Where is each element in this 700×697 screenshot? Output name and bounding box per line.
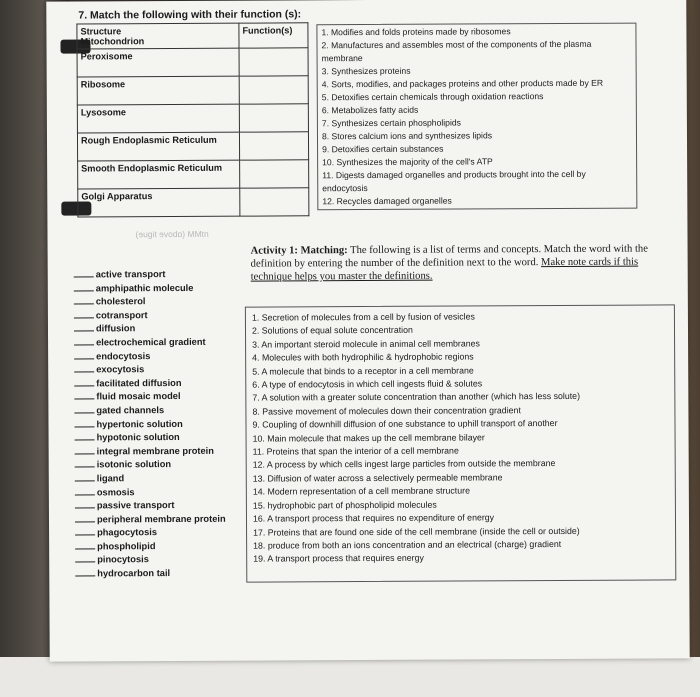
definition-item: 7. A solution with a greater solute concentration than another (which has less solute) — [252, 391, 581, 404]
function-answer-cell[interactable] — [239, 104, 308, 132]
structure-cell: Smooth Endoplasmic Reticulum — [78, 160, 240, 189]
term-row: osmosis — [75, 484, 255, 499]
function-item: 5. Detoxifies certain chemicals through oxidation reactions — [321, 91, 544, 103]
function-item: 10. Synthesizes the majority of the cell's ATP — [322, 156, 493, 168]
term-row: exocytosis — [74, 362, 254, 377]
activity-tip: Make note cards if this technique helps you master the definitions. — [250, 256, 639, 283]
answer-blank[interactable] — [74, 322, 94, 332]
definition-item: 5. A molecule that binds to a receptor in a cell membrane — [252, 365, 474, 377]
answer-blank[interactable] — [75, 431, 95, 441]
term-list — [74, 267, 256, 581]
function-answer-cell[interactable] — [239, 132, 308, 160]
term-row: phospholipid — [75, 538, 255, 553]
term-row: hypotonic solution — [75, 430, 255, 445]
bleed-through-text: (ɘugit ɘvodɒ) MMtn — [135, 228, 209, 240]
function-answer-cell[interactable] — [239, 76, 308, 104]
function-header: Function(s) — [239, 23, 308, 48]
definition-item: 1. Secretion of molecules from a cell by fusion of vesicles — [251, 311, 475, 323]
term-row: passive transport — [75, 498, 255, 513]
answer-blank[interactable] — [74, 267, 94, 277]
function-list — [316, 23, 637, 211]
definition-item: 9. Coupling of downhill diffusion of one substance to uphill transport of another — [252, 418, 558, 430]
function-item: 1. Modifies and folds proteins made by ribosomes — [321, 26, 511, 38]
structure-cell: Peroxisome — [77, 48, 239, 77]
definition-item: 2. Solutions of equal solute concentration — [251, 325, 413, 337]
answer-blank[interactable] — [75, 512, 95, 522]
activity-instructions-text: The following is a list of terms and concepts. Match the word with the definition by entering the number of the definition next to the word. — [250, 243, 648, 270]
term-row: cotransport — [74, 307, 254, 322]
structure-cell: Lysosome — [77, 104, 239, 133]
question-title: 7. Match the following with their function (s): — [78, 8, 302, 22]
term-row: endocytosis — [74, 348, 254, 363]
structure-cell: Rough Endoplasmic Reticulum — [77, 132, 239, 161]
function-item: 3. Synthesizes proteins — [321, 65, 411, 77]
answer-blank[interactable] — [75, 499, 95, 509]
answer-blank[interactable] — [74, 363, 94, 373]
term-row: hydrocarbon tail — [75, 566, 255, 581]
definition-item: 10. Main molecule that makes up the cell membrane bilayer — [252, 432, 485, 444]
function-item: 6. Metabolizes fatty acids — [321, 104, 419, 116]
function-answer-cell[interactable] — [240, 160, 309, 188]
term-row: electrochemical gradient — [74, 335, 254, 350]
organelle-table — [76, 22, 309, 217]
definition-item: 15. hydrophobic part of phospholipid molecules — [252, 499, 437, 511]
function-answer-cell[interactable] — [240, 188, 309, 216]
function-answer-cell[interactable] — [239, 48, 308, 76]
definition-item: 4. Molecules with both hydrophilic & hydrophobic regions — [252, 351, 474, 363]
activity-heading: Activity 1: Matching: — [250, 245, 348, 257]
answer-blank[interactable] — [75, 458, 95, 468]
term-row: peripheral membrane protein — [75, 511, 255, 526]
definition-item: 19. A transport process that requires energy — [253, 553, 424, 564]
function-item: 7. Synthesizes certain phospholipids — [321, 117, 461, 129]
term-row: active transport — [74, 267, 254, 282]
answer-blank[interactable] — [74, 417, 94, 427]
definition-item: 13. Diffusion of water across a selectively permeable membrane — [252, 472, 503, 484]
term-row: hypertonic solution — [74, 416, 254, 431]
function-item: 9. Detoxifies certain substances — [322, 143, 444, 155]
definition-item: 14. Modern representation of a cell membrane structure — [252, 485, 470, 497]
definition-item: 11. Proteins that span the interior of a cell membrane — [252, 445, 459, 457]
definition-item: 6. A type of endocytosis in which cell ingests fluid & solutes — [252, 378, 483, 390]
answer-blank[interactable] — [75, 526, 95, 536]
answer-blank[interactable] — [74, 308, 94, 318]
function-item: 11. Digests damaged organelles and products brought into the cell by endocytosis — [322, 168, 586, 194]
term-row: phagocytosis — [75, 525, 255, 540]
function-item: 2. Manufactures and assembles most of the components of the plasma membrane — [321, 38, 592, 64]
term-row: diffusion — [74, 321, 254, 336]
structure-cell: Golgi Apparatus — [78, 188, 240, 217]
answer-blank[interactable] — [75, 485, 95, 495]
answer-blank[interactable] — [75, 471, 95, 481]
definition-item: 17. Proteins that are found one side of the cell membrane (inside the cell or outside) — [253, 525, 580, 538]
answer-blank[interactable] — [75, 539, 95, 549]
answer-blank[interactable] — [75, 444, 95, 454]
answer-blank[interactable] — [74, 390, 94, 400]
answer-blank[interactable] — [74, 295, 94, 305]
term-row: cholesterol — [74, 294, 254, 309]
answer-blank[interactable] — [74, 335, 94, 345]
term-row: gated channels — [74, 403, 254, 418]
definition-item: 3. An important steroid molecule in animal cell membranes — [252, 338, 480, 350]
answer-blank[interactable] — [74, 403, 94, 413]
term-row: ligand — [75, 471, 255, 486]
term-row: isotonic solution — [75, 457, 255, 472]
structure-cell: Ribosome — [77, 76, 239, 105]
term-row: fluid mosaic model — [74, 389, 254, 404]
term-row: integral membrane protein — [75, 443, 255, 458]
definition-item: 16. A transport process that requires no expenditure of energy — [252, 512, 495, 524]
answer-blank[interactable] — [74, 376, 94, 386]
activity-instructions — [251, 243, 681, 284]
definition-item: 8. Passive movement of molecules down their concentration gradient — [252, 405, 521, 417]
answer-blank[interactable] — [74, 349, 94, 359]
function-item: 8. Stores calcium ions and synthesizes lipids — [321, 130, 493, 142]
definition-item: 18. produce from both an ions concentration and an electrical (charge) gradient — [253, 538, 562, 551]
definition-item: 12. A process by which cells ingest large particles from outside the membrane — [252, 458, 556, 471]
answer-blank[interactable] — [75, 566, 95, 576]
term-row: facilitated diffusion — [74, 375, 254, 390]
answer-blank[interactable] — [74, 281, 94, 291]
function-item: 4. Sorts, modifies, and packages proteins and other products made by ER — [321, 77, 604, 90]
paper-stack-bottom — [0, 657, 700, 697]
worksheet-page — [46, 0, 689, 662]
structure-header: Structure Mitochondrion — [77, 23, 239, 49]
term-row: amphipathic molecule — [74, 280, 254, 295]
function-item: 12. Recycles damaged organelles — [322, 195, 452, 207]
answer-blank[interactable] — [75, 553, 95, 563]
definition-list — [245, 304, 676, 582]
term-row: pinocytosis — [75, 552, 255, 567]
